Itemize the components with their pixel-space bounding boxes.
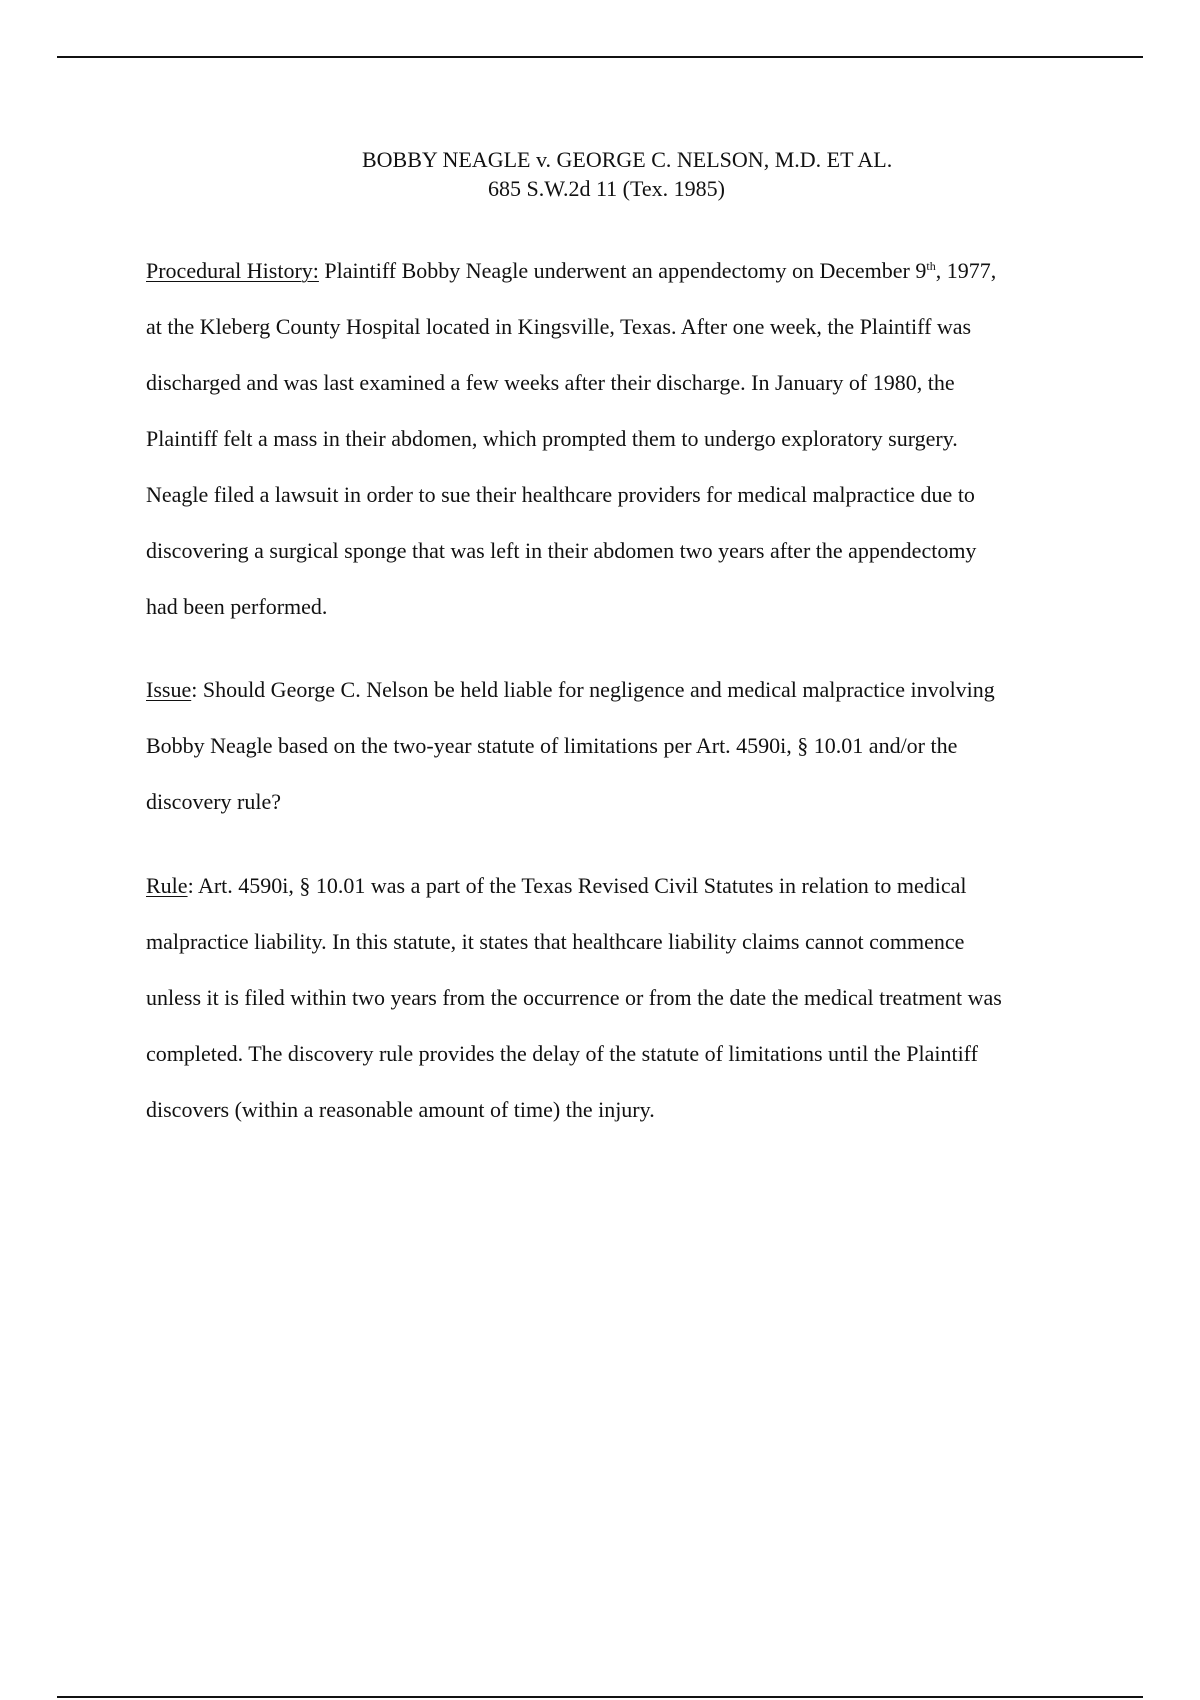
procedural-history-text-b: , 1977, <box>935 258 997 283</box>
procedural-history-line-3: discharged and was last examined a few weeks after their discharge. In January of 1980, the <box>146 370 955 395</box>
rule-text-a: : Art. 4590i, § 10.01 was a part of the Texas Revised Civil Statutes in relation to medical <box>187 873 967 898</box>
ordinal-superscript: th <box>926 259 936 273</box>
procedural-history-heading: Procedural History: <box>146 258 319 283</box>
issue-line-2: Bobby Neagle based on the two-year statute of limitations per Art. 4590i, § 10.01 and/or the <box>146 733 958 758</box>
procedural-history-line-4: Plaintiff felt a mass in their abdomen, which prompted them to undergo exploratory surgery. <box>146 426 958 451</box>
case-title-block <box>0 145 1200 203</box>
procedural-history-line-7: had been performed. <box>146 594 328 619</box>
issue-paragraph <box>146 662 1091 830</box>
procedural-history-line-2: at the Kleberg County Hospital located in Kingsville, Texas. After one week, the Plaintiff was <box>146 314 972 339</box>
procedural-history-paragraph <box>146 243 1091 635</box>
bottom-horizontal-rule <box>57 1696 1143 1698</box>
rule-heading: Rule <box>146 873 188 898</box>
rule-line-1 <box>146 858 1091 914</box>
top-horizontal-rule <box>57 56 1143 58</box>
rule-line-2: malpractice liability. In this statute, it states that healthcare liability claims cannot commence <box>146 929 965 954</box>
procedural-history-text-a: Plaintiff Bobby Neagle underwent an appendectomy on December 9 <box>318 258 927 283</box>
case-citation: 685 S.W.2d 11 (Tex. 1985) <box>488 176 725 201</box>
rule-paragraph <box>146 858 1091 1138</box>
issue-text-a: : Should George C. Nelson be held liable for negligence and medical malpractice involving <box>191 677 995 702</box>
issue-heading: Issue <box>146 677 192 702</box>
issue-line-3: discovery rule? <box>146 789 281 814</box>
procedural-history-line-6: discovering a surgical sponge that was left in their abdomen two years after the appendectomy <box>146 538 977 563</box>
case-title: BOBBY NEAGLE v. GEORGE C. NELSON, M.D. ET AL. <box>362 147 893 172</box>
rule-line-4: completed. The discovery rule provides the delay of the statute of limitations until the Plaintiff <box>146 1041 978 1066</box>
procedural-history-line-5: Neagle filed a lawsuit in order to sue their healthcare providers for medical malpractice due to <box>146 482 975 507</box>
procedural-history-line-1 <box>146 243 1091 299</box>
rule-line-3: unless it is filed within two years from the occurrence or from the date the medical treatment was <box>146 985 1002 1010</box>
rule-line-5: discovers (within a reasonable amount of time) the injury. <box>146 1097 655 1122</box>
issue-line-1 <box>146 662 1091 718</box>
